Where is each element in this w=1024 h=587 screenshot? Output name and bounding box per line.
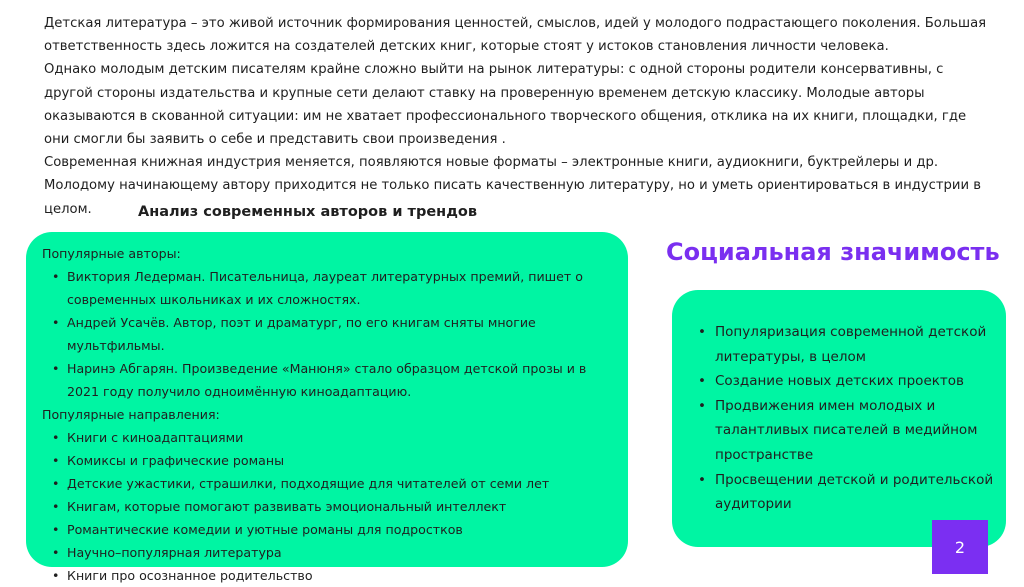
social-item: • Просвещении детской и родительской аудитории: [696, 468, 996, 517]
author-item: • Виктория Ледерман. Писательница, лауреат литературных премий, пишет о современных школьниках и их сложностях.: [42, 265, 612, 311]
intro-text: [44, 12, 994, 221]
trend-item: • Комиксы и графические романы: [42, 449, 612, 472]
authors-list: [42, 265, 612, 403]
page-number-badge: 2: [932, 520, 988, 574]
trend-item: • Книги про осознанное родительство: [42, 564, 612, 587]
intro-paragraph-1: Детская литература – это живой источник формирования ценностей, смыслов, идей у молодого подрастающего поколения. Большая ответственность здесь ложится на создателей детских книг, которые стоят у истоков становления личности человека.: [44, 16, 987, 55]
analysis-title: Анализ современных авторов и трендов: [138, 204, 478, 220]
intro-paragraph-3: Современная книжная индустрия меняется, появляются новые форматы – электронные книги, аудиокниги, буктрейлеры и др. Молодому начинающему автору приходится не только писать качественную литературу, но и уметь ориентироваться в индустрии в целом.: [44, 155, 982, 217]
social-item: • Создание новых детских проектов: [696, 369, 996, 394]
social-item: • Популяризация современной детской литературы, в целом: [696, 320, 996, 369]
trend-item: • Книги с киноадаптациями: [42, 426, 612, 449]
social-significance-title: Социальная значимость: [666, 238, 1000, 266]
trend-item: • Детские ужастики, страшилки, подходящие для читателей от семи лет: [42, 472, 612, 495]
author-item: • Андрей Усачёв. Автор, поэт и драматург, по его книгам сняты многие мультфильмы.: [42, 311, 612, 357]
trends-heading: Популярные направления:: [42, 407, 220, 422]
trend-item: • Книгам, которые помогают развивать эмоциональный интеллект: [42, 495, 612, 518]
social-list: [696, 320, 996, 517]
analysis-card: [26, 232, 628, 583]
trends-list: [42, 426, 612, 587]
social-item: • Продвижения имен молодых и талантливых писателей в медийном пространстве: [696, 394, 996, 468]
author-item: • Наринэ Абгарян. Произведение «Манюня» стало образцом детской прозы и в 2021 году получило одноимённую киноадаптацию.: [42, 357, 612, 403]
trend-item: • Романтические комедии и уютные романы для подростков: [42, 518, 612, 541]
intro-paragraph-2: Однако молодым детским писателям крайне сложно выйти на рынок литературы: с одной стороны родители консервативны, с другой стороны издательства и крупные сети делают ставку на проверенную временем детскую классику. Молодые авторы оказываются в скованной ситуации: им не хватает профессионального творческого общения, отклика на их книги, площадки, где они смогли бы заявить о себе и представить свои произведения .: [44, 62, 967, 148]
authors-heading: Популярные авторы:: [42, 246, 181, 261]
trend-item: • Научно–популярная литература: [42, 541, 612, 564]
social-significance-card: [672, 290, 1006, 547]
